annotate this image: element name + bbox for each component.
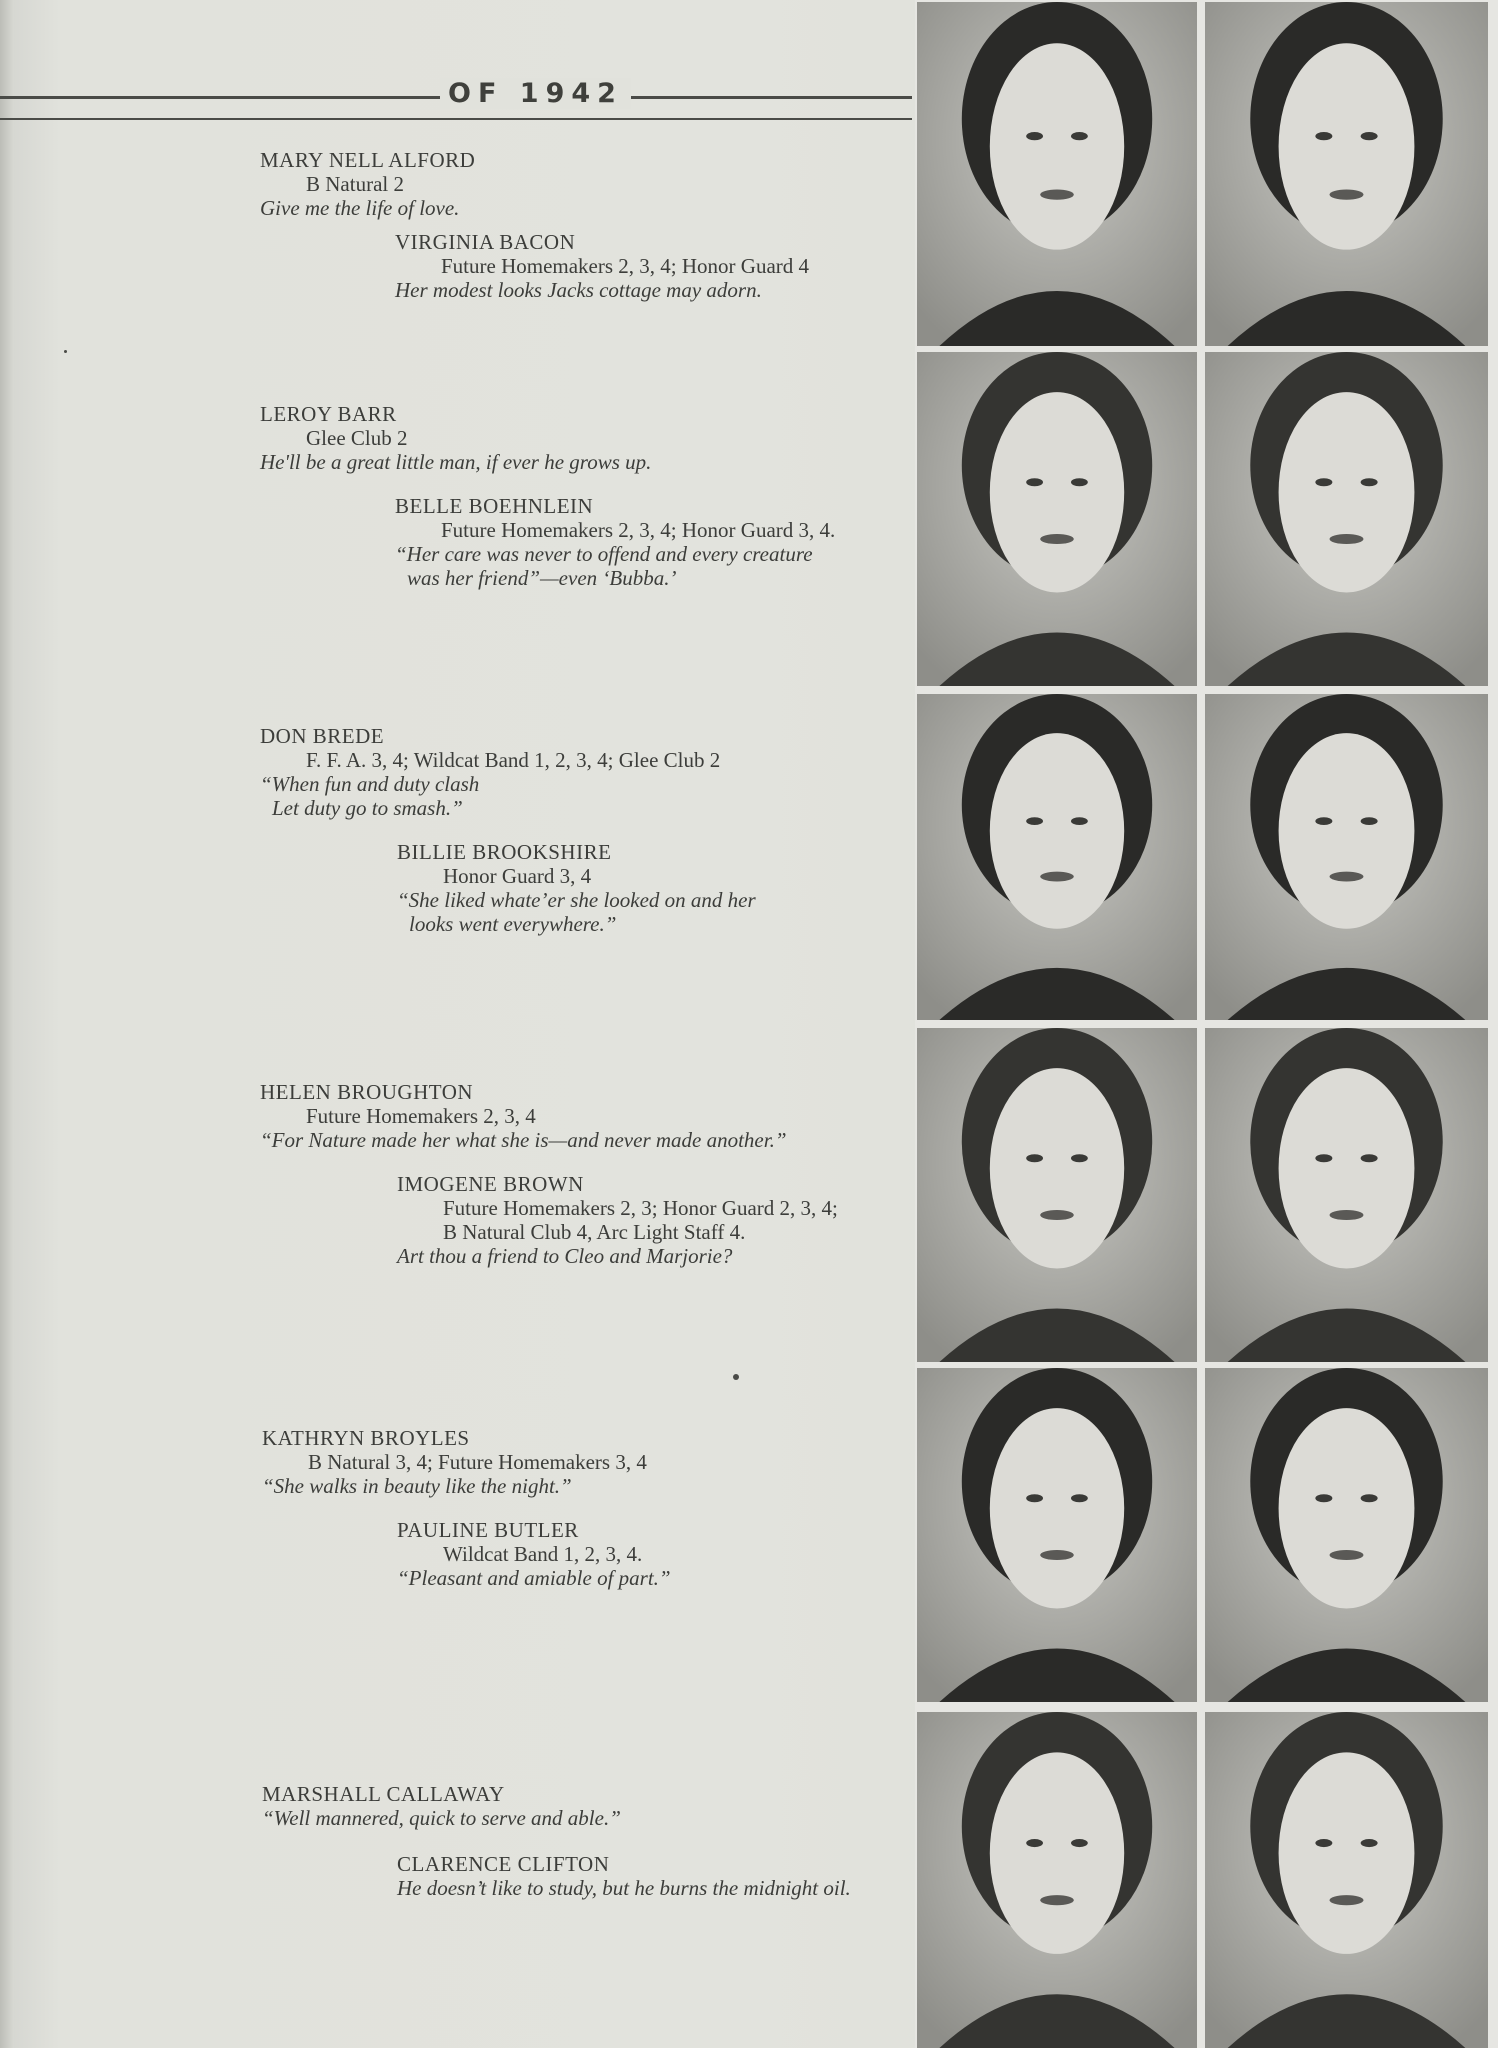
- header-rule-bottom: [0, 118, 912, 120]
- student-quote: He doesn’t like to study, but he burns the midnight oil.: [397, 1876, 851, 1900]
- student-name: LEROY BARR: [260, 402, 397, 426]
- entry-marshall-callaway: [262, 1782, 621, 1830]
- student-name: HELEN BROUGHTON: [260, 1080, 474, 1104]
- student-activities: F. F. A. 3, 4; Wildcat Band 1, 2, 3, 4; Glee Club 2: [306, 748, 721, 772]
- photo-belle-boehnlein: [1205, 352, 1488, 686]
- student-quote-continued: looks went everywhere.”: [409, 912, 617, 936]
- student-quote: “Pleasant and amiable of part.”: [397, 1566, 671, 1590]
- student-quote: “She walks in beauty like the night.”: [262, 1474, 572, 1498]
- student-quote: He'll be a great little man, if ever he grows up.: [260, 450, 652, 474]
- photo-clarence-clifton: [1205, 1712, 1488, 2048]
- photo-kathryn-broyles: [917, 1368, 1197, 1702]
- student-activities: Future Homemakers 2, 3, 4; Honor Guard 3, 4.: [441, 518, 836, 542]
- student-quote: “For Nature made her what she is—and never made another.”: [260, 1128, 787, 1152]
- student-quote-continued: was her friend”—even ‘Bubba.’: [407, 566, 677, 590]
- student-activities: B Natural 2: [306, 172, 404, 196]
- student-quote: “Well mannered, quick to serve and able.”: [262, 1806, 621, 1830]
- student-activities: Future Homemakers 2, 3; Honor Guard 2, 3, 4;: [443, 1196, 838, 1220]
- student-quote: “Her care was never to offend and every creature: [395, 542, 813, 566]
- student-name: DON BREDE: [260, 724, 385, 748]
- student-name: MARY NELL ALFORD: [260, 148, 476, 172]
- entry-don-brede: [260, 724, 720, 820]
- student-name: KATHRYN BROYLES: [262, 1426, 470, 1450]
- photo-imogene-brown: [1205, 1028, 1488, 1362]
- student-name: MARSHALL CALLAWAY: [262, 1782, 505, 1806]
- photo-don-brede: [917, 694, 1197, 1020]
- photo-virginia-bacon: [1205, 2, 1488, 346]
- ink-smudge: [733, 1374, 739, 1380]
- student-quote: Give me the life of love.: [260, 196, 460, 220]
- student-name: PAULINE BUTLER: [397, 1518, 579, 1542]
- photo-pauline-butler: [1205, 1368, 1488, 1702]
- photo-marshall-callaway: [917, 1712, 1197, 2048]
- photo-billie-brookshire: [1205, 694, 1488, 1020]
- student-activities: Future Homemakers 2, 3, 4: [306, 1104, 536, 1128]
- student-activities: Future Homemakers 2, 3, 4; Honor Guard 4: [441, 254, 810, 278]
- photo-leroy-barr: [917, 352, 1197, 686]
- student-name: BELLE BOEHNLEIN: [395, 494, 594, 518]
- entry-clarence-clifton: [397, 1852, 851, 1900]
- student-activities: Honor Guard 3, 4: [443, 864, 592, 888]
- student-name: VIRGINIA BACON: [395, 230, 576, 254]
- student-quote: “She liked whate’er she looked on and her: [397, 888, 756, 912]
- entry-mary-nell-alford: [260, 148, 475, 220]
- entry-helen-broughton: [260, 1080, 787, 1152]
- entry-kathryn-broyles: [262, 1426, 647, 1498]
- student-name: IMOGENE BROWN: [397, 1172, 584, 1196]
- entry-imogene-brown: [397, 1172, 838, 1268]
- student-quote: “When fun and duty clash: [260, 772, 480, 796]
- student-name: CLARENCE CLIFTON: [397, 1852, 610, 1876]
- entry-leroy-barr: [260, 402, 651, 474]
- student-activities: Wildcat Band 1, 2, 3, 4.: [443, 1542, 643, 1566]
- student-quote: Her modest looks Jacks cottage may adorn.: [395, 278, 762, 302]
- page-title: OF 1942: [440, 78, 631, 109]
- ink-speck: [64, 350, 67, 353]
- entry-belle-boehnlein: [395, 494, 835, 590]
- student-quote: Art thou a friend to Cleo and Marjorie?: [397, 1244, 733, 1268]
- student-activities: Glee Club 2: [306, 426, 408, 450]
- entry-billie-brookshire: [397, 840, 756, 936]
- page-edge: [0, 0, 14, 2048]
- student-activities: B Natural 3, 4; Future Homemakers 3, 4: [308, 1450, 647, 1474]
- photo-helen-broughton: [917, 1028, 1197, 1362]
- student-activities-continued: B Natural Club 4, Arc Light Staff 4.: [443, 1220, 746, 1244]
- student-name: BILLIE BROOKSHIRE: [397, 840, 612, 864]
- student-quote-continued: Let duty go to smash.”: [272, 796, 463, 820]
- entry-virginia-bacon: [395, 230, 809, 302]
- entry-pauline-butler: [397, 1518, 671, 1590]
- photo-mary-nell-alford: [917, 2, 1197, 346]
